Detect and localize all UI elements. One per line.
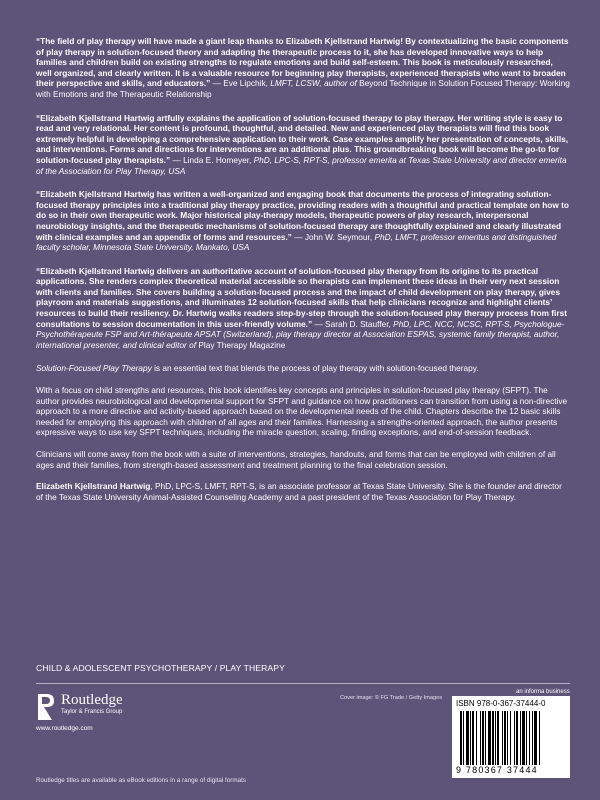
barcode-bar	[532, 711, 533, 765]
review-reviewer: — Sarah D. Stauffer,	[312, 318, 394, 329]
author-bio-text: , PhD, LPC-S, LMFT, RPT-S, is an associate professor at Texas State University. She is the founder and director of the Texas State University Animal-Assisted Counseling Academy and a past president of the Texas Association for Play Therapy.	[36, 481, 562, 502]
book-title: Solution-Focused Play Therapy	[36, 363, 152, 374]
barcode-bar	[516, 711, 518, 765]
barcode-digits: 9 780367 37444	[456, 765, 538, 775]
publisher-group: Taylor & Francis Group	[61, 709, 123, 715]
barcode-icon	[460, 711, 564, 765]
publisher-logo	[36, 692, 123, 722]
description-paragraph: With a focus on child strengths and resources, this book identifies key concepts and principles in solution-focused play therapy (SFPT). The author provides neurobiological and developmental support for SFPT and guidance on how practitioners can transition from using a non-directive approach to a more directive and activity-based approach based on the developmental needs of the child. Chapters describe the 12 basic skills needed for employing this approach with children of all ages and their families. Harnessing a strengths-oriented approach, the author presents expressive ways to use key SFPT techniques, including the miracle question, scaling, finding exceptions, and end-of-session feedback.	[36, 385, 568, 438]
barcode-bar	[522, 711, 525, 765]
barcode-bar	[488, 711, 491, 765]
barcode-bar	[482, 711, 484, 765]
review-quote: “Elizabeth Kjellstrand Hartwig artfully explains the application of solution-focused therapy to play therapy. Her writing style is easy to read and very relational. Her content is profound, thoughtful, and detailed. New and experienced play therapists will find this book extremely helpful in developing a comprehensive application to their work. Case examples amplify her presentation of concepts, skills, and interventions. Forms and directions for interventions are an additional plus. This groundbreaking book will become the go-to for solution-focused play therapists.”	[36, 112, 569, 165]
publisher-website: www.routledge.com	[36, 725, 93, 732]
barcode-bar	[514, 711, 515, 765]
barcode-bar	[534, 711, 537, 765]
barcode-bar	[504, 711, 506, 765]
review-reviewer: — John W. Seymour,	[291, 231, 375, 242]
review-1	[36, 36, 570, 100]
review-3	[36, 189, 570, 253]
barcode-bar	[539, 711, 540, 765]
clinicians-paragraph: Clinicians will come away from the book with a suite of interventions, strategies, handouts, and forms that can be employed with children of all ages and their families, from strength-based assessment and treatment planning to the final celebration session.	[36, 449, 556, 470]
divider	[36, 683, 570, 684]
back-cover-text	[36, 36, 570, 513]
barcode-bar	[529, 711, 530, 765]
barcode-bar	[495, 711, 496, 765]
barcode-bar	[476, 711, 477, 765]
barcode-bar	[502, 711, 503, 765]
barcode-bar	[460, 711, 462, 765]
isbn-barcode	[452, 696, 570, 778]
intro-text: is an essential text that blends the process of play therapy with solution-focused therapy.	[151, 363, 479, 374]
routledge-logo-icon	[36, 692, 56, 722]
review-credentials: LMFT, LCSW, author of	[270, 78, 360, 89]
ebook-note: Routledge titles are available as eBook editions in a range of digital formats	[36, 777, 247, 784]
review-magazine-title: Play Therapy Magazine	[198, 339, 286, 350]
review-reviewer: — Linda E. Homeyer,	[170, 154, 254, 165]
barcode-bar	[492, 711, 494, 765]
review-quote: “Elizabeth Kjellstrand Hartwig delivers an authoritative account of solution-focused play therapy from its origins to its practical applications. She renders complex theoretical material accessible so therapists can implement these ideas in their very next session with clients and families. She covers building a solution-focused process and the impact of child development on play therapy, gives playroom and materials suggestions, and illuminates 12 solution-focused skills that help clinicians recognize and highlight clients’ resources to build their resiliency. Dr. Hartwig walks readers step-by-step through the solution-focused play therapy process from first consultations to session documentation in this user-friendly volume.”	[36, 265, 567, 329]
review-credentials: PhD, LPC, NCC, NCSC, RPT-S, Psychologue-Psychothérapeute FSP and Art-thérapeute APSAT (Switzerland), play therapy director at Association ESPAS, systemic family therapist, author, international presenter, and clinical editor of	[36, 318, 565, 350]
author-bio	[36, 481, 570, 502]
barcode-bar	[466, 711, 469, 765]
barcode-bar	[485, 711, 486, 765]
review-quote: “Elizabeth Kjellstrand Hartwig has written a well-organized and engaging book that documents the process of integrating solution-focused therapy principles into a traditional play therapy practice, providing readers with a thoughtful and practical template on how to do so in their own therapeutic work. Major historical play-therapy models, therapeutic powers of play research, interpersonal neurobiology insights, and the therapeutic mechanisms of solution-focused therapy are thoughtfully explained and clearly illustrated with clinical examples and an appendix of forms and resources.”	[36, 189, 569, 242]
informa-tagline: an informa business	[516, 689, 570, 695]
review-credentials: PhD, LPC-S, RPT-S, professor emerita at Texas State University and director emerita of the Association for Play Therapy, USA	[36, 154, 567, 176]
review-quote: “The field of play therapy will have made a giant leap thanks to Elizabeth Kjellstrand Hartwig! By contextualizing the basic components of play therapy in solution-focused theory and adapting the therapeutic process to it, she has developed innovative ways to help families and children build on existing strengths to regulate emotions and build self-esteem. This book is meticulously researched, well organized, and clearly written. It is a valuable resource for beginning play therapists, experienced therapists who want to broaden their perspective and skills, and educators.”	[36, 36, 569, 89]
review-reviewer: — Eve Lipchik,	[210, 78, 271, 89]
intro-paragraph	[36, 363, 570, 374]
review-2	[36, 113, 570, 177]
barcode-bar	[510, 711, 511, 765]
barcode-bar	[480, 711, 481, 765]
barcode-bar	[472, 711, 474, 765]
barcode-bar	[463, 711, 464, 765]
barcode-bar	[520, 711, 521, 765]
publisher-name: Routledge	[61, 692, 123, 708]
author-name: Elizabeth Kjellstrand Hartwig	[36, 481, 151, 492]
review-4	[36, 266, 570, 351]
barcode-bar	[526, 711, 527, 765]
barcode-bar	[507, 711, 508, 765]
isbn-label: ISBN 978-0-367-37444-0	[456, 699, 546, 708]
review-credentials: PhD, LMFT, professor emeritus and distinguished faculty scholar, Minnesota State University, Mankato, USA	[36, 231, 557, 253]
barcode-bar	[470, 711, 471, 765]
subject-category: CHILD & ADOLESCENT PSYCHOTHERAPY / PLAY THERAPY	[36, 663, 285, 673]
barcode-bar	[497, 711, 499, 765]
cover-image-credit: Cover image: © FG Trade / Getty Images	[340, 695, 443, 701]
review-book-title: Beyond Technique in Solution Focused Therapy: Working with Emotions and the Therapeutic Relationship	[36, 78, 570, 99]
